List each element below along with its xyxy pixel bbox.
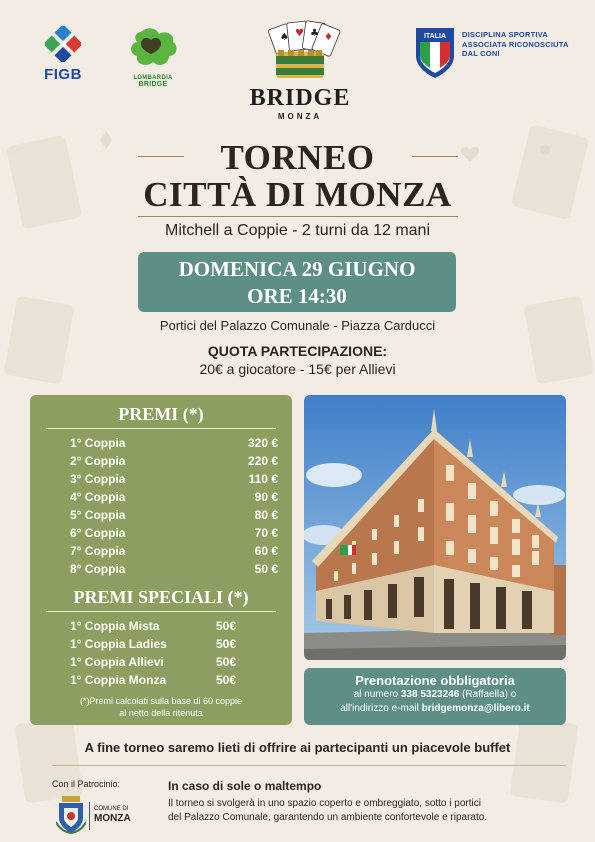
weather-text-line-2: del Palazzo Comunale, garantendo un ambiente confortevole e riparato.: [168, 812, 488, 823]
special-prizes-heading: PREMI SPECIALI (*): [73, 587, 249, 607]
prize-label: 5° Coppia: [70, 508, 126, 522]
prize-row: [70, 490, 278, 508]
coni-line-3: [462, 49, 569, 59]
svg-text:♥: ♥: [295, 28, 304, 39]
svg-text:♠: ♠: [58, 40, 68, 50]
special-prize-value: 50€: [216, 637, 237, 651]
special-prize-value: 50€: [216, 673, 237, 687]
buffet-notice: A fine torneo saremo lieti di offrire ai partecipanti un piacevole buffet: [84, 740, 511, 755]
palazzo-photo: [304, 395, 566, 660]
prize-row: [70, 526, 278, 544]
bridge-wordmark: BRIDGE: [249, 85, 351, 111]
booking-phone-suffix: (Raffaella) o: [459, 689, 517, 700]
prizes-panel: [30, 395, 292, 725]
prize-row: [70, 472, 278, 490]
svg-text:♠: ♠: [280, 32, 289, 43]
special-prize-label: 1° Coppia Mista: [70, 619, 160, 633]
footer-divider: [52, 765, 566, 766]
prize-value: 320 €: [247, 436, 278, 450]
weather-text: [168, 797, 568, 825]
coni-line-3-prefix: DAL: [462, 49, 481, 58]
special-prize-label: 1° Coppia Monza: [70, 673, 167, 687]
prize-label: 3° Coppia: [70, 472, 126, 486]
booking-phone[interactable]: 338 5323246: [400, 689, 460, 700]
special-prize-row: [70, 637, 270, 655]
monza-logo-line-1: COMUNE DI: [94, 806, 129, 812]
prize-row: [70, 454, 278, 472]
prize-label: 2° Coppia: [70, 454, 126, 468]
comune-monza-logo: [56, 796, 136, 836]
date-line: DOMENICA 29 GIUGNO: [178, 257, 416, 281]
prize-row: [70, 508, 278, 526]
prize-label: 8° Coppia: [70, 562, 126, 576]
bridge-monza-logo: [238, 20, 362, 128]
lombardia-bridge-label: BRIDGE: [138, 81, 168, 88]
title-line-1: TORNEO: [220, 138, 375, 177]
title-underline: [138, 216, 458, 217]
special-prize-label: 1° Coppia Allievi: [70, 655, 164, 669]
svg-text:♦: ♦: [324, 32, 333, 43]
patronage-label: Con il Patrocinio:: [52, 779, 121, 789]
prizes-footnote-line-2: al netto della ritenuta: [119, 708, 203, 718]
booking-panel: [304, 668, 566, 725]
monza-coat-of-arms-icon: [56, 796, 86, 834]
coni-flag-label: ITALIA: [423, 33, 447, 40]
prizes-heading: PREMI (*): [118, 404, 204, 424]
special-prize-value: 50€: [216, 619, 237, 633]
subtitle: Mitchell a Coppie - 2 turni da 12 mani: [164, 222, 431, 239]
special-prize-row: [70, 619, 270, 637]
prize-row: [70, 544, 278, 562]
prizes-footnote: [30, 695, 292, 719]
coni-line-2: ASSOCIATA RICONOSCIUTA: [462, 39, 569, 49]
figb-logo: [28, 26, 98, 84]
coni-line-1: DISCIPLINA SPORTIVA: [462, 30, 548, 39]
lombardia-map-icon: [127, 26, 179, 68]
lombardia-label: LOMBARDIA: [133, 75, 173, 81]
coni-logo: [414, 26, 574, 82]
prize-label: 1° Coppia: [70, 436, 126, 450]
venue: Portici del Palazzo Comunale - Piazza Carducci: [159, 318, 436, 333]
figb-wordmark: FIGB: [44, 66, 82, 83]
italy-shield-icon: [414, 26, 456, 80]
booking-phone-prefix: al numero: [353, 689, 401, 700]
prize-row: [70, 562, 278, 580]
special-prize-value: 50€: [216, 655, 237, 669]
title-line-2: CITTÀ DI MONZA: [143, 175, 452, 214]
prize-row: [70, 436, 278, 454]
booking-email-line: [304, 702, 566, 716]
booking-email-prefix: all'indirizzo e-mail: [340, 703, 422, 714]
coni-line-3-bold: CONI: [480, 49, 500, 58]
special-prize-row: [70, 673, 270, 691]
prize-label: 6° Coppia: [70, 526, 126, 540]
prize-label: 7° Coppia: [70, 544, 126, 558]
weather-heading: In caso di sole o maltempo: [168, 779, 322, 793]
special-prize-label: 1° Coppia Ladies: [70, 637, 167, 651]
prizes-divider: [46, 428, 276, 429]
weather-text-line-1: Il torneo si svolgerà in uno spazio coperto e ombreggiato, sotto i portici: [168, 798, 481, 809]
prize-value: 90 €: [254, 490, 278, 504]
prize-value: 110 €: [248, 472, 278, 486]
svg-text:♣: ♣: [310, 28, 319, 39]
monza-logo-separator: [89, 802, 90, 830]
monza-logo-line-2: MONZA: [94, 813, 131, 824]
coni-text: [462, 30, 569, 59]
special-prize-row: [70, 655, 270, 673]
fee-value: 20€ a giocatore - 15€ per Allievi: [199, 361, 396, 377]
prize-value: 70 €: [254, 526, 278, 540]
prizes-footnote-line-1: (*)Premi calcolati sulla base di 60 coppie: [79, 696, 243, 706]
figb-suits-icon: [45, 26, 81, 62]
time-line: ORE 14:30: [247, 284, 347, 308]
prize-value: 60 €: [254, 544, 278, 558]
monza-wordmark: MONZA: [277, 112, 323, 121]
prize-label: 4° Coppia: [70, 490, 126, 504]
prize-value: 80 €: [254, 508, 278, 522]
prize-value: 220 €: [247, 454, 278, 468]
fee-heading: QUOTA PARTECIPAZIONE:: [207, 343, 388, 359]
date-box: [138, 252, 456, 312]
booking-email[interactable]: bridgemonza@libero.it: [421, 703, 530, 714]
booking-heading: Prenotazione obbligatoria: [355, 673, 515, 688]
lombardia-bridge-logo: [118, 26, 188, 86]
special-prizes-divider: [46, 611, 276, 612]
playing-cards-crown-icon: [250, 20, 350, 82]
booking-phone-line: [304, 688, 566, 702]
prize-value: 50 €: [254, 562, 278, 576]
